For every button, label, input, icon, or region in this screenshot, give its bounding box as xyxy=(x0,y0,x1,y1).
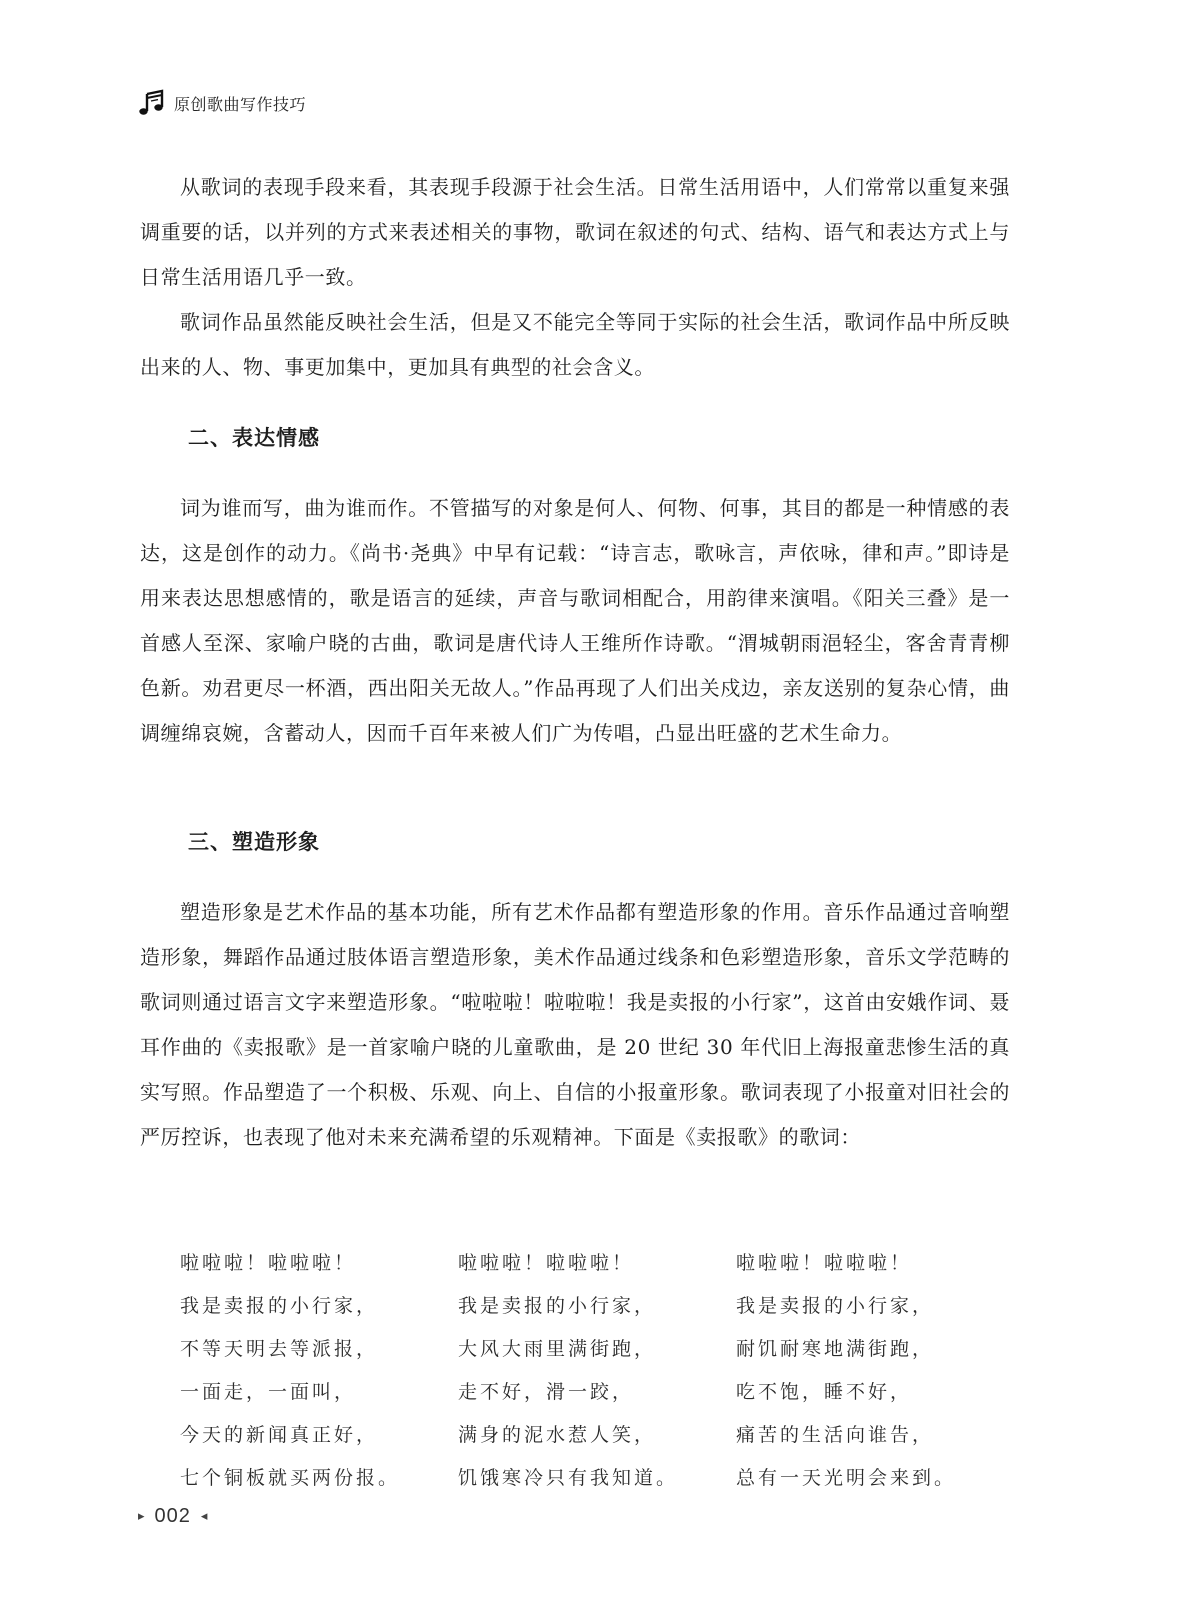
section-1-text xyxy=(140,165,1010,390)
section-heading-3: 三、塑造形象 xyxy=(188,830,320,854)
lyric-line: 吃不饱，睡不好， xyxy=(736,1381,913,1403)
lyric-line: 我是卖报的小行家， xyxy=(458,1295,657,1317)
section-2-text xyxy=(140,486,1010,756)
lyric-line: 大风大雨里满街跑， xyxy=(458,1338,657,1360)
running-header xyxy=(138,86,306,120)
page-number: 002 xyxy=(154,1505,191,1527)
lyric-line: 耐饥耐寒地满街跑， xyxy=(736,1338,935,1360)
music-notes-icon xyxy=(138,88,168,118)
lyric-line: 啦啦啦！啦啦啦！ xyxy=(458,1252,635,1274)
page-footer xyxy=(138,1505,207,1528)
lyric-line: 一面走，一面叫， xyxy=(180,1381,357,1403)
book-title: 原创歌曲写作技巧 xyxy=(174,94,307,114)
lyric-line: 我是卖报的小行家， xyxy=(180,1295,379,1317)
lyric-line: 我是卖报的小行家， xyxy=(736,1295,935,1317)
lyric-line: 满身的泥水惹人笑， xyxy=(458,1424,657,1446)
lyric-line: 走不好，滑一跤， xyxy=(458,1381,635,1403)
lyric-line: 啦啦啦！啦啦啦！ xyxy=(180,1252,357,1274)
lyric-line: 饥饿寒冷只有我知道。 xyxy=(458,1467,679,1489)
lyrics-verse-3 xyxy=(736,1242,1014,1500)
right-marker-icon: ◂ xyxy=(200,1509,208,1524)
paragraph: 词为谁而写，曲为谁而作。不管描写的对象是何人、何物、何事，其目的都是一种情感的表达，这是创作的动力。《尚书·尧典》中早有记载：“诗言志，歌咏言，声依咏，律和声。”即诗是用来表达思想感情的，歌是语言的延续，声音与歌词相配合，用韵律来演唱。《阳关三叠》是一首感人至深、家喻户晓的古曲，歌词是唐代诗人王维所作诗歌。“渭城朝雨浥轻尘，客舍青青柳色新。劝君更尽一杯酒，西出阳关无故人。”作品再现了人们出关戍边，亲友送别的复杂心情，曲调缠绵哀婉，含蓄动人，因而千百年来被人们广为传唱，凸显出旺盛的艺术生命力。 xyxy=(140,496,1010,745)
lyric-line: 七个铜板就买两份报。 xyxy=(180,1467,401,1489)
paragraph: 歌词作品虽然能反映社会生活，但是又不能完全等同于实际的社会生活，歌词作品中所反映出来的人、物、事更加集中，更加具有典型的社会含义。 xyxy=(140,310,1010,379)
song-lyrics xyxy=(180,1242,1020,1500)
section-3-text xyxy=(140,890,1010,1160)
lyric-line: 不等天明去等派报， xyxy=(180,1338,379,1360)
section-heading-2: 二、表达情感 xyxy=(188,426,320,450)
lyric-line: 痛苦的生活向谁告， xyxy=(736,1424,935,1446)
lyric-line: 总有一天光明会来到。 xyxy=(736,1467,957,1489)
lyric-line: 今天的新闻真正好， xyxy=(180,1424,379,1446)
lyric-line: 啦啦啦！啦啦啦！ xyxy=(736,1252,913,1274)
paragraph: 从歌词的表现手段来看，其表现手段源于社会生活。日常生活用语中，人们常常以重复来强调重要的话，以并列的方式来表述相关的事物，歌词在叙述的句式、结构、语气和表达方式上与日常生活用语几乎一致。 xyxy=(140,175,1010,289)
lyrics-verse-2 xyxy=(458,1242,736,1500)
paragraph: 塑造形象是艺术作品的基本功能，所有艺术作品都有塑造形象的作用。音乐作品通过音响塑造形象，舞蹈作品通过肢体语言塑造形象，美术作品通过线条和色彩塑造形象，音乐文学范畴的歌词则通过语言文字来塑造形象。“啦啦啦！啦啦啦！我是卖报的小行家”，这首由安娥作词、聂耳作曲的《卖报歌》是一首家喻户晓的儿童歌曲，是 20 世纪 30 年代旧上海报童悲惨生活的真实写照。作品塑造了一个积极、乐观、向上、自信的小报童形象。歌词表现了小报童对旧社会的严厉控诉，也表现了他对未来充满希望的乐观精神。下面是《卖报歌》的歌词： xyxy=(140,900,1010,1149)
lyrics-verse-1 xyxy=(180,1242,458,1500)
left-marker-icon: ▸ xyxy=(138,1509,145,1524)
